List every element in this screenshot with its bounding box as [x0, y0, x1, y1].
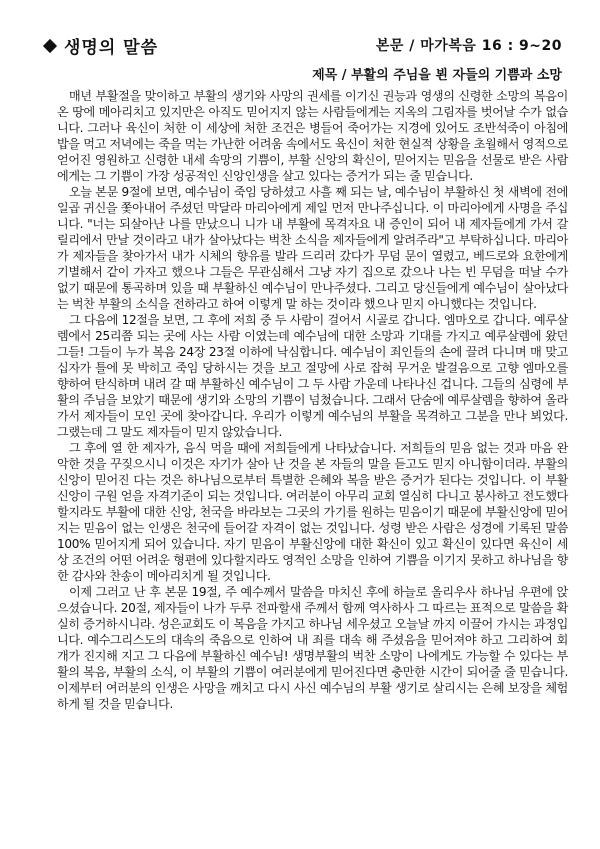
sermon-subtitle: 제목 / 부활의 주님을 뵌 자들의 기쁨과 소망: [312, 68, 562, 83]
diamond-bullet-icon: [43, 38, 57, 52]
paragraph-2: 오늘 본문 9절에 보면, 예수님이 죽임 당하셨고 사흘 째 되는 날, 예수님이 부활하신 첫 새벽에 전에 일곱 귀신을 쫓아내어 주셨던 막달라 마리아에게 제일 먼저 만나주십니다. 이 마리아에게 사명을 주십니다. "너는 되살아난 나를 만났으니 니가 내 부활에 목격자요 내 증인이 되어 내 제자들에게 가서 갈릴리에서 만날 것이라고 내가 살아났다는 벅찬 소식을 제자들에게 알려주라"고 부탁하십니다. 마리아가 제자들을 찾아가서 내가 시체의 향유를 발라 드리러 갔다가 무덤 문이 열렸고, 베드로와 요한에게 기별해서 같이 가자고 했으나 그들은 무관심해서 그냥 자기 집으로 갔으나 나는 빈 무덤을 떠날 수가 없기 때문에 통곡하며 있을 때 부활하신 예수님이 만나주셨다. 그리고 당신들에게 예수님이 살아났다는 벅찬 부활의 소식을 전하라고 하여 이렇게 말 하는 것이라 했으나 믿지 아니했다는 것입니다.: [57, 185, 568, 311]
page-title: 생명의 말씀: [64, 38, 159, 58]
page-header: [0, 0, 600, 62]
title-group: [45, 33, 158, 58]
sermon-body: [57, 88, 568, 712]
paragraph-4: 그 후에 열 한 제자가, 음식 먹을 때에 저희들에게 나타났습니다. 저희들의 믿음 없는 것과 마음 완악한 것을 꾸짖으시니 이것은 자기가 살아 난 것을 본 자들의 말을 듣고도 믿지 아니함이더라. 부활의 신앙이 믿어진 다는 것은 하나님으로부터 특별한 은혜와 복을 받은 증거가 된다는 것입니다. 이 부활 신앙이 구원 얻을 자격기준이 되는 것입니다. 여러분이 아무리 교회 열심히 다니고 봉사하고 전도했다 할지라도 부활에 대한 신앙, 천국을 바라보는 그곳의 가기를 원하는 믿음이기 때문에 부활신앙에 믿어지는 믿음이 없는 인생은 천국에 들어갈 자격이 없는 것입니다. 성령 받은 사람은 성경에 기록된 말씀 100% 믿어지게 되어 있습니다. 자기 믿음이 부활신앙에 대한 확신이 있고 확신이 있다면 육신이 세상 조건의 어떤 어려운 형편에 있다할지라도 영적인 소망을 인하여 기쁨을 이기지 못하고 하나님을 향한 감사와 찬송이 메아리치게 될 것입니다.: [57, 441, 568, 583]
scripture-reference: 본문 / 마가복음 16 : 9~20: [375, 38, 562, 54]
paragraph-1: 매년 부활절을 맞이하고 부활의 생기와 사망의 권세를 이기신 권능과 영생의 신령한 소망의 복음이 온 땅에 메아리치고 있지만은 아직도 믿어지지 않는 사람들에게는 지옥의 그림자를 벗어날 수가 없습니다. 그러나 육신이 처한 이 세상에 처한 조건은 병들어 죽어가는 지경에 있어도 조반석죽이 아침에 밥을 먹고 저녁에는 죽을 먹는 가난한 어려움 속에서도 육신이 처한 현실적 상황을 초월해서 영적으로 얻어진 영원하고 신령한 내세 속망의 기쁨이, 부활 신앙의 확신이, 믿어지는 믿음을 선물로 받은 사람에게는 그 기쁨이 가장 성공적인 신앙인생을 살고 있다는 증거가 되는 줄 믿습니다.: [57, 89, 568, 183]
paragraph-5: 이제 그러고 난 후 본문 19절, 주 예수께서 말씀을 마치신 후에 하늘로 올리우사 하나님 우편에 앉으셨습니다. 20절, 제자들이 나가 두루 전파할새 주께서 함께 역사하사 그 따르는 표적으로 말씀을 확실히 증거하시니라. 성은교회도 이 복음을 가지고 하나님 세우셨고 오늘날 까지 이끌어 가시는 과정입니다. 예수그리스도의 대속의 죽음으로 인하여 내 죄를 대속 해 주셨음을 믿어져야 하고 그리하여 회개가 진지해 지고 그 다음에 부활하신 예수님! 생명부활의 벅찬 소망이 나에게도 가능할 수 있다는 부활의 복음, 부활의 소식, 이 부활의 기쁨이 여러분에게 믿어진다면 충만한 시간이 되어줄 줄 믿습니다. 이제부터 여러분의 인생은 사망을 깨치고 다시 사신 예수님의 부활 생기로 살리시는 은혜 보장을 체험하게 될 것을 믿습니다.: [57, 585, 568, 711]
paragraph-3: 그 다음에 12절을 보면, 그 후에 저희 중 두 사람이 걸어서 시골로 갑니다. 엠마오로 갑니다. 예루살렘에서 25리쯤 되는 곳에 사는 사람 이였는데 예수님에 대한 소망과 기대를 가지고 예루살렘에 왔던 그들! 그들이 누가 복음 24장 23절 이하에 낙심합니다. 예수님이 죄인들의 손에 끌려 다니며 매 맞고 십자가 틀에 못 박히고 죽임 당하시는 것을 보고 절망에 사로 잡혀 무거운 발걸음으로 고향 엠마오를 향하여 탄식하며 내려 갈 때 부활하신 예수님이 그 두 사람 가운데 나타나신 겁니다. 그들의 심령에 부활의 주님을 보았기 때문에 생기와 소망의 기쁨이 넘쳤습니다. 그래서 단숨에 예루살렘을 향하여 올라가서 제자들이 모인 곳에 찾아갑니다. 우리가 이렇게 예수님의 부활을 목격하고 그분을 만나 뵈었다. 그랬는데 그 말도 제자들이 믿지 않았습니다.: [57, 313, 568, 439]
